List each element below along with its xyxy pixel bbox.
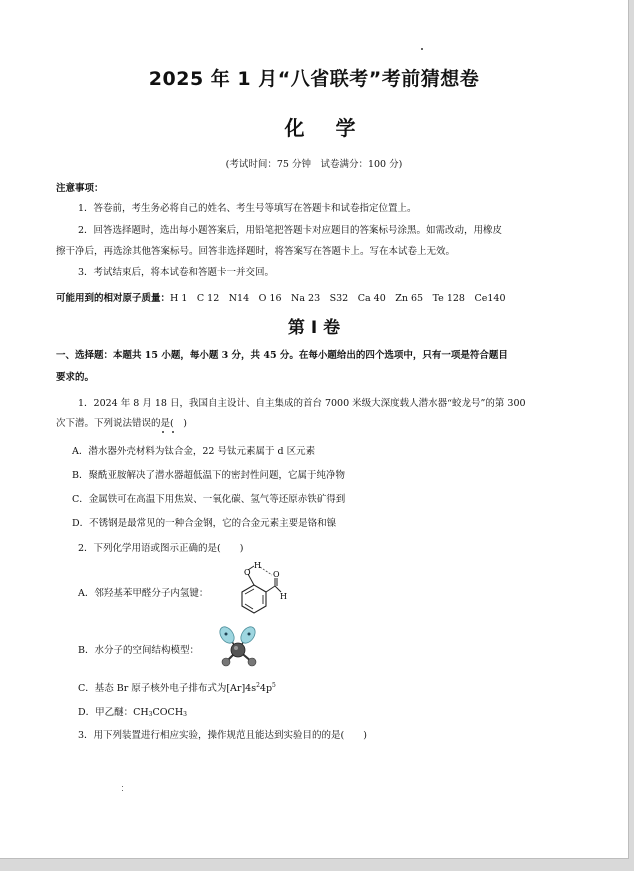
q1-option-d: D．不锈钢是最常见的一种合金钢，它的合金元素主要是铬和镍 [72,518,337,529]
atomic-masses-label: 可能用到的相对原子质量： [56,293,171,304]
exam-info: (考试时间：75 分钟 试卷满分：100 分) [225,159,403,170]
q1-stem-cont: 次下潜。下列说法错误的是( ) [56,418,187,429]
part-one-heading: 一、选择题：本题共 15 小题，每小题 3 分，共 45 分。在每小题给出的四个选项中，只有一项是符合题目 [56,350,508,361]
note-item: 2．回答选择题时，选出每小题答案后，用铅笔把答题卡对应题目的答案标号涂黑。如需改动，用橡皮 [78,225,503,236]
note-item-continued: 擦干净后，再选涂其他答案标号。回答非选择题时，将答案写在答题卡上。写在本试卷上无效。 [56,246,456,257]
q1-option-c: C．金属铁可在高温下用焦炭、一氧化碳、氢气等还原赤铁矿得到 [72,494,346,505]
q3-stem: 3．用下列装置进行相应实验，操作规范且能达到实验目的的是( ) [78,730,367,741]
mol-atom-o2: O [273,570,280,579]
emphasis-dot [172,431,174,433]
q1-option-a: A．潜水器外壳材料为钛合金，22 号钛元素属于 d 区元素 [72,446,316,457]
mol-atom-h2: H [280,592,287,601]
q2-option-c: C．基态 Br 原子核外电子排布式为$[Ar]4s^24p^5$ [78,682,276,694]
atomic-masses [56,290,506,304]
atomic-masses-values: H 1 C 12 N14 O 16 Na 23 S32 Ca 40 Zn 65 Te 128 Ce140 [170,293,506,304]
stray-mark [421,48,423,50]
q2-stem: 2．下列化学用语或图示正确的是( ) [78,543,244,554]
mol-atom-o1: O [244,568,251,577]
section-title: 第 I 卷 [287,318,341,338]
subject-title: 化 学 [284,116,368,140]
stray-mark [122,790,123,791]
mol-atom-h1: H [254,561,261,570]
hydrogen-bond-structure [222,560,302,620]
water-molecule-model [210,622,270,682]
q2-option-d: D．甲乙醚：$CH_3COCH_3$ [78,707,187,718]
q1-option-b: B．聚酰亚胺解决了潜水器超低温下的密封性问题，它属于纯净物 [72,470,345,481]
q2-option-b: B．水分子的空间结构模型： [78,645,199,656]
stray-mark [122,786,123,787]
note-item: 1．答卷前，考生务必将自己的姓名、考生号等填写在答题卡和试卷指定位置上。 [78,203,417,214]
note-item: 3．考试结束后，将本试卷和答题卡一并交回。 [78,267,275,278]
part-one-heading-cont: 要求的。 [56,372,95,383]
notes-heading: 注意事项： [56,183,104,194]
q2-option-a: A．邻羟基苯甲醛分子内氢键： [78,588,209,599]
exam-title: 2025 年 1 月“八省联考”考前猜想卷 [148,68,480,90]
emphasis-dot [162,431,164,433]
q1-stem: 1．2024 年 8 月 18 日，我国自主设计、自主集成的首台 7000 米级大深度载人潜水器“蛟龙号”的第 300 [78,398,526,409]
